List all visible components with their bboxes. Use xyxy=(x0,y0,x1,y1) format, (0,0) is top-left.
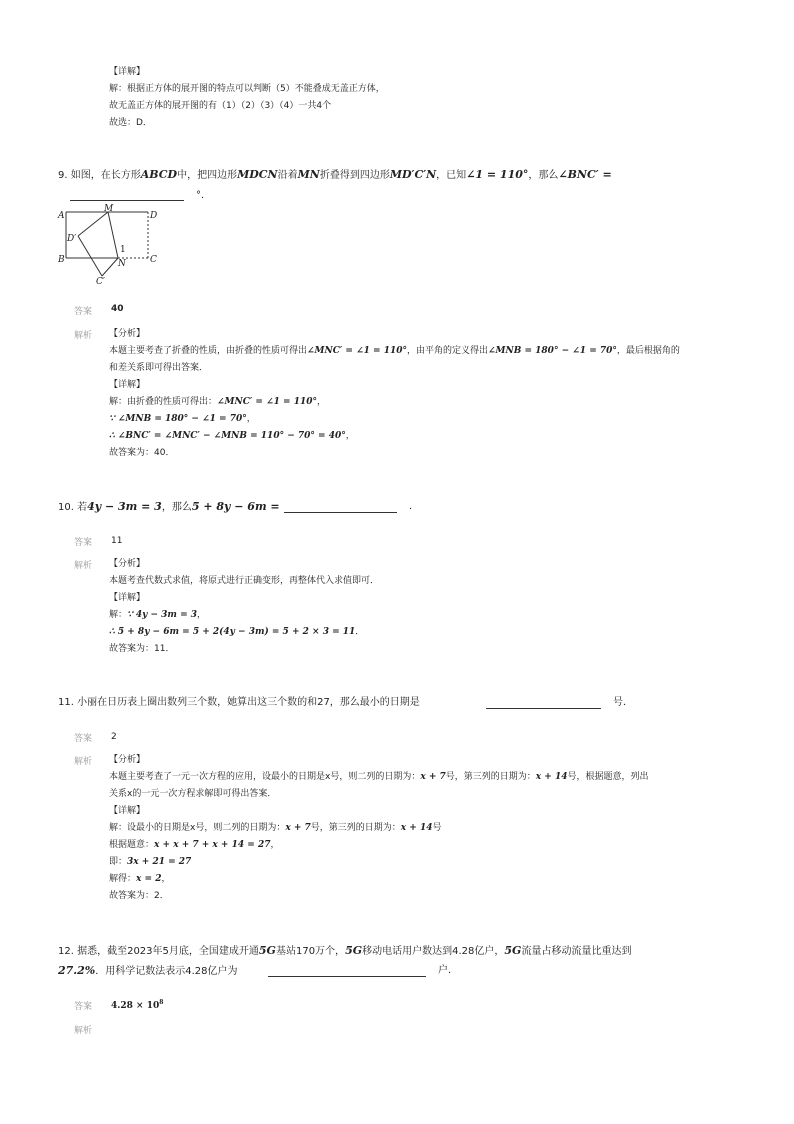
answer-label: 答案 xyxy=(74,734,93,744)
analysis-line: 关系x的一元一次方程求解即可得出答案． xyxy=(109,789,277,799)
folding-figure xyxy=(56,204,166,286)
answer-label: 答案 xyxy=(74,307,93,317)
answer-label: 答案 xyxy=(74,1002,93,1012)
label-B: B xyxy=(58,255,65,265)
detail-header: 【详解】 xyxy=(109,593,146,603)
detail-line: 解：∵ 4y − 3m = 3， xyxy=(109,610,207,620)
detail-line: 故答案为：40． xyxy=(109,448,175,458)
answer-value: 11 xyxy=(111,536,123,546)
detail-line: 解得：x = 2， xyxy=(109,874,171,884)
period: ． xyxy=(409,501,419,512)
answer-value: 2 xyxy=(111,732,117,742)
solution-line: 故无盖正方体的展开图的有（1）（2）（3）（4）一共4个 xyxy=(109,101,332,111)
label-C: C xyxy=(150,255,157,265)
answer-blank[interactable] xyxy=(268,976,426,977)
answer-blank[interactable] xyxy=(284,512,397,513)
question-9-stem: 9. 如图，在长方形ABCD中，把四边形MDCN沿着MN折叠得到四边形MD′C′N，已知∠1 = 110°，那么∠BNC′ = xyxy=(58,168,612,181)
degree-mark: °． xyxy=(196,190,211,201)
detail-header: 【详解】 xyxy=(109,806,146,816)
answer-value: 40 xyxy=(111,304,124,314)
detail-header: 【详解】 xyxy=(109,380,146,390)
analysis-label: 解析 xyxy=(74,757,93,767)
detail-header: 【详解】 xyxy=(109,67,146,77)
answer-blank[interactable] xyxy=(70,200,184,201)
detail-line: ∴ 5 + 8y − 6m = 5 + 2(4y − 3m) = 5 + 2 × 3 = 11． xyxy=(109,627,365,637)
label-M: M xyxy=(104,204,114,214)
analysis-header: 【分析】 xyxy=(109,559,146,569)
analysis-label: 解析 xyxy=(74,1026,93,1036)
analysis-label: 解析 xyxy=(74,561,93,571)
detail-line: 解：设最小的日期是x号，则二列的日期为：x + 7号，第三列的日期为：x + 14号 xyxy=(109,823,442,833)
question-12-stem: 12. 据悉，截至2023年5月底，全国建成开通5G基站170万个，5G移动电话用户数达到4.28亿户，5G流量占移动流量比重达到 xyxy=(58,944,632,957)
label-D-prime: D′ xyxy=(67,234,77,244)
analysis-line: 本题主要考查了折叠的性质，由折叠的性质可得出∠MNC′ = ∠1 = 110°，由平角的定义得出∠MNB = 180° − ∠1 = 70°，最后根据角的 xyxy=(109,346,680,356)
label-angle-1: 1 xyxy=(120,245,126,255)
analysis-line: 本题主要考查了一元一次方程的应用，设最小的日期是x号，则二列的日期为：x + 7号，第三列的日期为：x + 14号，根据题意，列出 xyxy=(109,772,649,782)
detail-line: 根据题意：x + x + 7 + x + 14 = 27， xyxy=(109,840,280,850)
detail-line: 解：由折叠的性质可得出：∠MNC′ = ∠1 = 110°， xyxy=(109,397,327,407)
label-A: A xyxy=(58,211,65,221)
analysis-line: 本题考查代数式求值，将原式进行正确变形，再整体代入求值即可． xyxy=(109,576,380,586)
detail-line: 故答案为：11． xyxy=(109,644,175,654)
answer-label: 答案 xyxy=(74,538,93,548)
answer-blank[interactable] xyxy=(486,708,601,709)
question-10-stem: 10. 若4y − 3m = 3，那么5 + 8y − 6m = xyxy=(58,500,280,513)
solution-line: 解：根据正方体的展开图的特点可以判断（5）不能叠成无盖正方体， xyxy=(109,84,385,94)
analysis-header: 【分析】 xyxy=(109,329,146,339)
unit-hu: 户． xyxy=(438,965,458,976)
label-N: N xyxy=(118,259,126,269)
question-12-stem-line2: 27.2%．用科学记数法表示4.28亿户为 xyxy=(58,964,238,977)
detail-line: ∵ ∠MNB = 180° − ∠1 = 70°， xyxy=(109,414,256,424)
solution-line: 故选：D． xyxy=(109,118,152,128)
detail-line: 故答案为：2． xyxy=(109,891,169,901)
label-D: D xyxy=(150,211,158,221)
analysis-line: 和差关系即可得出答案． xyxy=(109,363,209,373)
label-C-prime: C′ xyxy=(96,277,105,286)
detail-line: 即：3x + 21 = 27 xyxy=(109,857,192,867)
unit-hao: 号． xyxy=(613,697,633,708)
detail-line: ∴ ∠BNC′ = ∠MNC′ − ∠MNB = 110° − 70° = 40°， xyxy=(109,431,355,441)
answer-value: $4.28 \times 10^8$ xyxy=(111,999,164,1011)
analysis-header: 【分析】 xyxy=(109,755,146,765)
question-11-stem: 11. 小丽在日历表上圈出数列三个数，她算出这三个数的和27，那么最小的日期是 xyxy=(58,697,420,708)
analysis-label: 解析 xyxy=(74,331,93,341)
